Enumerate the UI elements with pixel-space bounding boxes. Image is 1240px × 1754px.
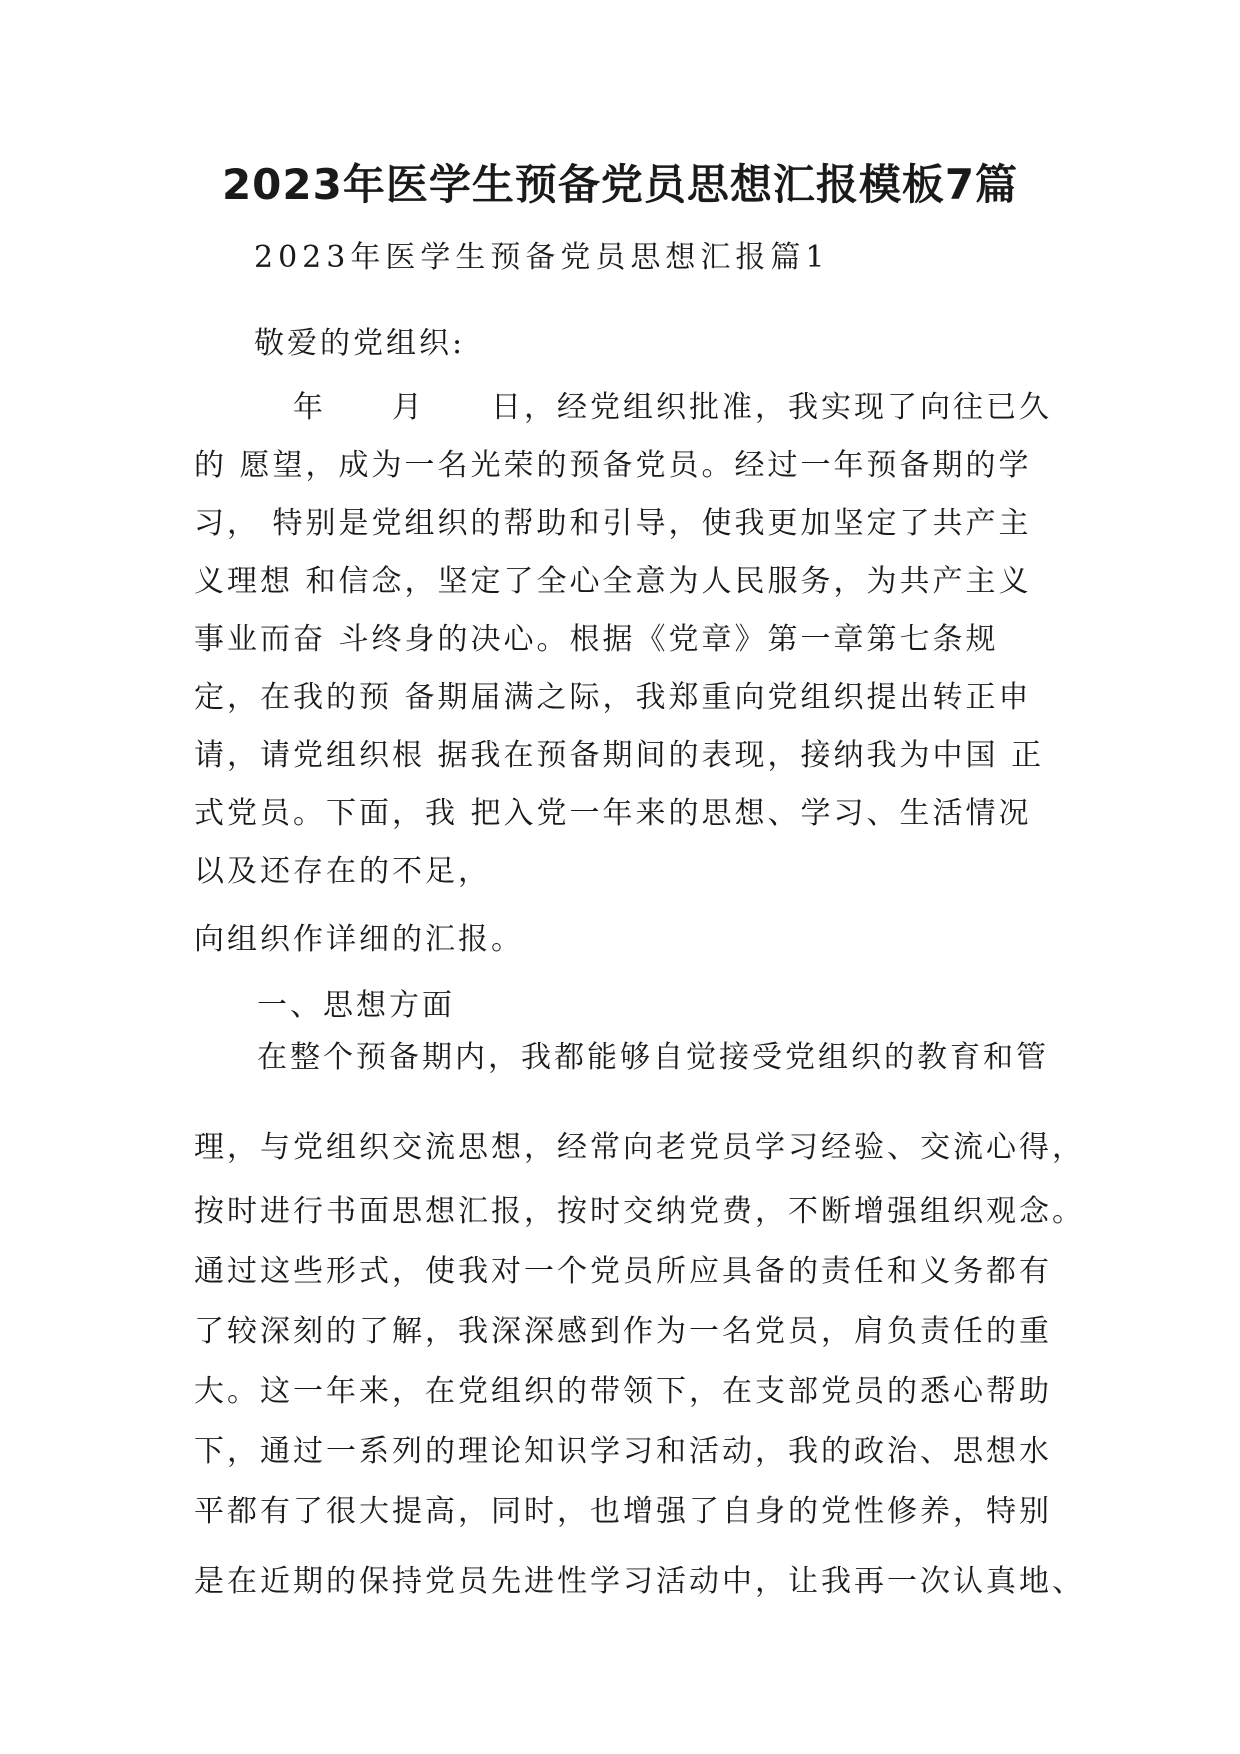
paragraph-line: 请，请党组织根 据我在预备期间的表现，接纳我为中国 正 [194, 738, 1045, 773]
paragraph-line: 下，通过一系列的理论知识学习和活动，我的政治、思想水 [194, 1434, 1052, 1469]
paragraph-line: 式党员。下面，我 把入党一年来的思想、学习、生活情况 [194, 796, 1032, 831]
paragraph-line: 是在近期的保持党员先进性学习活动中，让我再一次认真地、 [194, 1564, 1085, 1599]
paragraph-line: 定，在我的预 备期届满之际，我郑重向党组织提出转正申 [194, 680, 1032, 715]
document-title: 2023年医学生预备党员思想汇报模板7篇 [221, 160, 1019, 209]
paragraph-line: 的 愿望，成为一名光荣的预备党员。经过一年预备期的学 [194, 448, 1032, 483]
paragraph-line: 通过这些形式，使我对一个党员所应具备的责任和义务都有 [194, 1254, 1052, 1289]
paragraph-line: 事业而奋 斗终身的决心。根据《党章》第一章第七条规 [194, 622, 999, 657]
paragraph-line: 以及还存在的不足， [194, 854, 491, 889]
paragraph-line: 按时进行书面思想汇报，按时交纳党费，不断增强组织观念。 [194, 1194, 1085, 1229]
paragraph-line: 义理想 和信念，坚定了全心全意为人民服务，为共产主义 [194, 564, 1032, 599]
paragraph-line: 在整个预备期内，我都能够自觉接受党组织的教育和管 [224, 1040, 1049, 1075]
paragraph-line: 向组织作详细的汇报。 [194, 922, 524, 957]
paragraph-line: 了较深刻的了解，我深深感到作为一名党员，肩负责任的重 [194, 1314, 1052, 1349]
paragraph-line: 习， 特别是党组织的帮助和引导，使我更加坚定了共产主 [194, 506, 1032, 541]
section-subtitle: 2023年医学生预备党员思想汇报篇1 [254, 240, 830, 275]
paragraph-line: 平都有了很大提高，同时，也增强了自身的党性修养，特别 [194, 1494, 1052, 1529]
paragraph-line: 年 月 日，经党组织批准，我实现了向往已久 [194, 390, 1052, 425]
paragraph-line: 大。这一年来，在党组织的带领下，在支部党员的悉心帮助 [194, 1374, 1052, 1409]
greeting: 敬爱的党组织: [254, 326, 466, 361]
paragraph-line: 理，与党组织交流思想，经常向老党员学习经验、交流心得， [194, 1130, 1085, 1165]
section-heading: 一、思想方面 [224, 988, 455, 1023]
